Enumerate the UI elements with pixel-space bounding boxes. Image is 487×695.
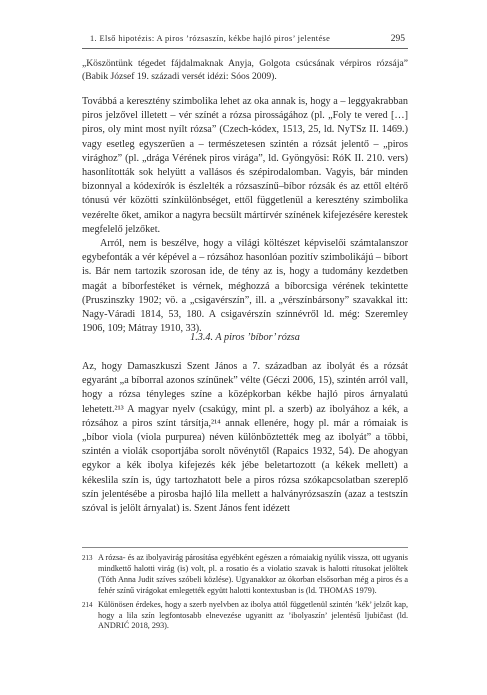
footnote-text: Különösen érdekes, hogy a szerb nyelvben az ibolya attól függetlenül szintén ’kék’ jelzőt kap, hogy a lila szín legfontosabb elnevezése ugyanitt az ’ibolyaszín’ jelentésű ljubičast (ld. ANDRIĆ 2018, 293). [98, 599, 408, 631]
paragraph-3: Az, hogy Damaszkuszi Szent János a 7. században az ibolyát és a rózsát egyaránt „a bíborral azonos színűnek” vélte (Géczi 2006, 15), szintén arról vall, hogy a rózsa tényleges színe a középkorban kékbe hajló piros árnyalatú lehetett.²¹³ A magyar nyelv (csakúgy, mint pl. a szerb) az ibolyához a kék, a rózsához a piros színt társítja,²¹⁴ annak ellenére, hogy pl. már a rómaiak is „bíbor viola (viola purpurea) néven különböztették meg az ibolyát” a többi, szintén a violák csoportjába sorolt növénytől (Rapaics 1932, 54). De ahogyan egykor a kék ibolya kifejezés kék jébe beletartozott (a kékek mellett) a kékeslila szín is, úgy tartozhatott bele a piros rózsa szókapcsolatban szereplő szín jelentésébe a pirosba hajló lila mellett a halványrózsaszín (azaz a testszín szóval is jelölt árnyalat) is. Szent János fent idézett [82, 361, 408, 515]
footnote-text: A rózsa- és az ibolyavirág párosítása egyébként egészen a rómaiakig nyúlik vissza, ott ugyanis mindkettő halotti virág (is) volt, pl. a rosatio és a violatio szavak is halotti rítusokat jelöltek (Tóth Anna Judit szíves szóbeli közlése). Ugyanakkor az ókorban elsősorban még a piros és a fehér színű virágokat emlegették együtt halotti kontextusban is (ld. THOMAS 1979). [98, 553, 408, 595]
section-subheading: 1.3.4. A piros ’bíbor’ rózsa [190, 332, 300, 343]
footnote-rule [82, 547, 408, 548]
body-section-2 [82, 360, 408, 516]
footnote [82, 553, 408, 597]
paragraph-1: Továbbá a keresztény szimbolika lehet az oka annak is, hogy a – leggyakrabban piros jelzővel illetett – vér színét a rózsa pirosságához (pl. „Foly te vered […] piros, oly mint most nyílt rózsa” (Czech-kódex, 1513, 25, ld. NyTSz II. 1469.) vagy esetleg egyszerűen a – természetesen szintén a rózsát jelentő – „piros virághoz” (pl. „drága Vérének piros virága”, ld. Gyöngyösi: RóK II. 210. vers) hasonlították sok helyütt a vallásos és szépirodalomban. Vagyis, bár minden bizonnyal a kódexírók is észlelték a rózsaszínű–bíbor rózsák és az ettől eltérő tónusú vér közötti színkülönbséget, ettől függetlenül a keresztény szimbolika vezérelte őket, amikor a nagyra becsült mártírvér színének kifejezésére kerestek megfelelő jelzőket. [82, 96, 408, 235]
body-section-1 [82, 95, 408, 336]
paragraph-2: Arról, nem is beszélve, hogy a világi költészet képviselői számtalanszor egybefonták a vér képével a – rózsához hasonlóan pozitív szimbolikájú – bíbort is. Bár nem tartozik szorosan ide, de tény az is, hogy a tudomány kezdetben magát a bíborfestéket is vérnek, méghozzá a bíborcsiga vérének tekintette (Pruszinszky 1902; vö. a „csigavérszín”, ill. a „vérszínbársony” szavakkal itt: Nagy-Váradi 1814, 53, 180. A csigavérszín színnévről ld. még: Szeremley 1906, 109; Mátray 1910, 33). [82, 238, 408, 335]
epigraph [82, 57, 408, 83]
running-header [90, 34, 405, 44]
footnote-number: 214 [82, 600, 93, 609]
epigraph-text: „Köszöntünk tégedet fájdalmaknak Anyja, Golgota csúcsának vérpiros rózsája” (Babik József 19. századi versét idézi: Sóos 2009). [82, 58, 408, 83]
footnote [82, 600, 408, 633]
footnotes [82, 553, 408, 635]
footnote-number: 213 [82, 554, 93, 562]
running-title: 1. Első hipotézis: A piros ’rózsaszín, kékbe hajló piros’ jelentése [90, 34, 331, 43]
page-number: 295 [390, 34, 405, 44]
header-rule [82, 48, 408, 49]
